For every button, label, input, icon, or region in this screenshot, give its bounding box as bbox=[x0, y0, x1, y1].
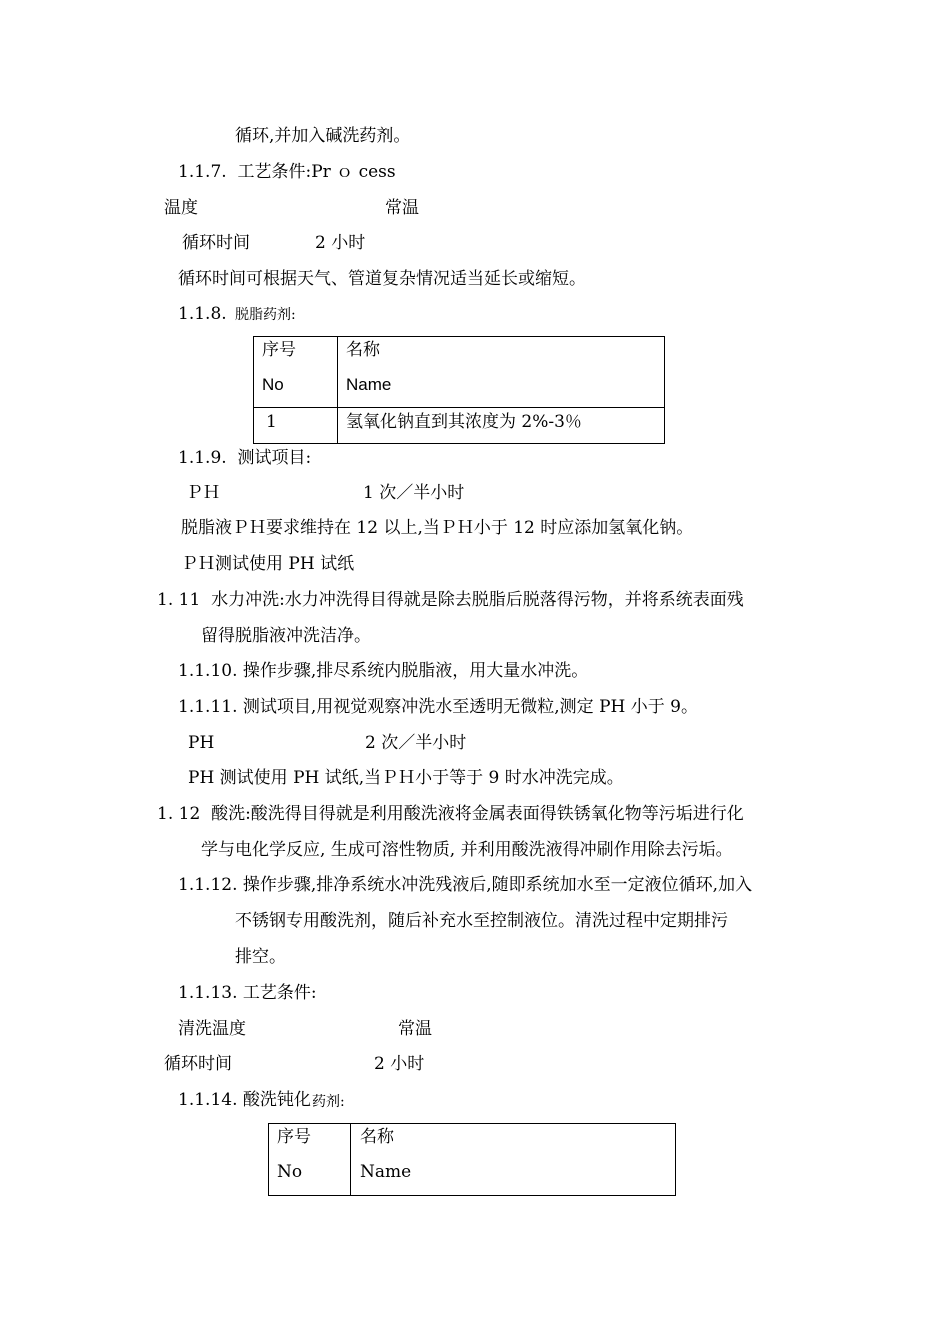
param-value-cycle-time: 2 小时 bbox=[374, 1054, 425, 1074]
text-line: 循环时间可根据天气、管道复杂情况适当延长或缩短。 bbox=[178, 269, 586, 289]
param-label-cycle-time: 循环时间 bbox=[164, 1054, 232, 1074]
param-label-cleaning-temperature: 清洗温度 bbox=[178, 1019, 246, 1039]
section-heading-1-1-13: 1.1.13. 工艺条件: bbox=[178, 983, 317, 1003]
param-label-temperature: 温度 bbox=[164, 198, 198, 218]
text-line: 学与电化学反应, 生成可溶性物质, 并利用酸洗液得冲刷作用除去污垢。 bbox=[201, 840, 733, 860]
table-header-name-en: Name bbox=[360, 1162, 412, 1182]
text-line: 留得脱脂液冲洗洁净。 bbox=[201, 626, 371, 646]
table-cell-name: 氢氧化钠直到其浓度为 2%-3％ bbox=[346, 412, 582, 432]
section-heading-1-1-7: 1.1.7. 工艺条件:Pr ｏ cess bbox=[178, 162, 396, 182]
table-header-no-en: No bbox=[277, 1162, 303, 1182]
section-heading-1-1-11: 1.1.11. 测试项目,用视觉观察冲洗水至透明无微粒,测定 PH 小于 9。 bbox=[178, 697, 698, 717]
text-line: ＰＨ测试使用 PH 试纸 bbox=[181, 554, 355, 574]
table-header-name-cn: 名称 bbox=[346, 340, 380, 360]
param-label-cycle-time: 循环时间 bbox=[182, 233, 250, 253]
section-heading-1-12: 1. 12 酸洗:酸洗得目得就是利用酸洗液将金属表面得铁锈氧化物等污垢进行化 bbox=[157, 804, 744, 824]
section-heading-1-1-12: 1.1.12. 操作步骤,排净系统水冲洗残液后,随即系统加水至一定液位循环,加入 bbox=[178, 875, 753, 895]
test-item-label: ＰＨ bbox=[186, 483, 220, 503]
section-title-agent: 药剂: bbox=[312, 1094, 345, 1110]
table-header-name-cn: 名称 bbox=[360, 1127, 394, 1147]
test-item-label: PH bbox=[188, 733, 215, 753]
text-line: 脱脂液ＰＨ要求维持在 12 以上,当ＰＨ小于 12 时应添加氢氧化钠。 bbox=[181, 518, 694, 538]
section-title-degreasing-agent: 脱脂药剂: bbox=[235, 307, 296, 323]
table-cell-no: 1 bbox=[266, 412, 277, 432]
section-heading-1-1-9: 1.1.9. 测试项目: bbox=[178, 448, 312, 468]
table-header-no-cn: 序号 bbox=[262, 340, 296, 360]
degreasing-agent-table bbox=[253, 336, 665, 444]
table-header-name-en: Name bbox=[346, 375, 392, 394]
section-heading-1-1-10: 1.1.10. 操作步骤,排尽系统内脱脂液，用大量水冲洗。 bbox=[178, 661, 589, 681]
text-line: 循环,并加入碱洗药剂。 bbox=[235, 126, 411, 146]
section-heading-1-11: 1. 11 水力冲洗:水力冲洗得目得就是除去脱脂后脱落得污物，并将系统表面残 bbox=[157, 590, 744, 610]
text-line: 不锈钢专用酸洗剂，随后补充水至控制液位。清洗过程中定期排污 bbox=[235, 911, 728, 931]
param-value-temperature: 常温 bbox=[385, 198, 419, 218]
section-number-1-1-8: 1.1.8. bbox=[178, 304, 227, 324]
param-value-cleaning-temperature: 常温 bbox=[398, 1019, 432, 1039]
test-item-frequency: 1 次／半小时 bbox=[363, 483, 465, 503]
pickling-passivation-agent-table bbox=[268, 1123, 676, 1196]
test-item-frequency: 2 次／半小时 bbox=[365, 733, 467, 753]
section-heading-1-1-14: 1.1.14. 酸洗钝化 bbox=[178, 1090, 311, 1110]
text-line: 排空。 bbox=[235, 947, 286, 967]
table-header-no-cn: 序号 bbox=[277, 1127, 311, 1147]
text-line: PH 测试使用 PH 试纸,当ＰＨ小于等于 9 时水冲洗完成。 bbox=[188, 768, 624, 788]
table-header-no-en: No bbox=[262, 375, 284, 394]
param-value-cycle-time: 2 小时 bbox=[315, 233, 366, 253]
